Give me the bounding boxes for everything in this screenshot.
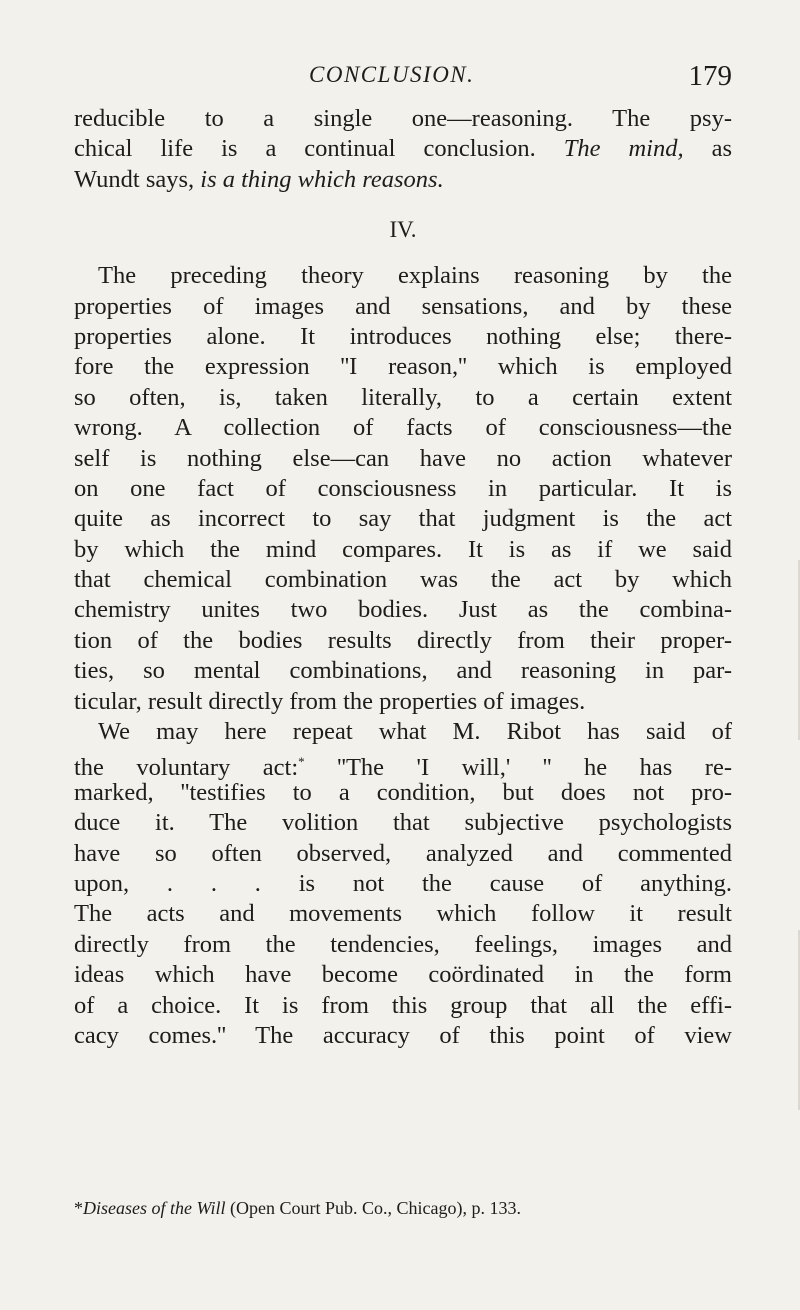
text-line: that chemical combination was the act by which bbox=[74, 566, 732, 594]
text-line: Wundt says, is a thing which reasons. bbox=[74, 165, 444, 193]
text-line: ties, so mental combinations, and reasoning in par- bbox=[74, 657, 732, 685]
text-line: ticular, result directly from the properties of images. bbox=[74, 687, 586, 715]
text-line: The acts and movements which follow it result bbox=[74, 900, 732, 928]
italic-phrase: is a thing which reasons. bbox=[200, 165, 444, 193]
text-line: on one fact of consciousness in particular. It is bbox=[74, 474, 732, 502]
text-line: chical life is a continual conclusion. The mind, as bbox=[74, 135, 733, 163]
text-line: We may here repeat what M. Ribot has said of bbox=[98, 718, 732, 746]
running-title: CONCLUSION. bbox=[309, 62, 475, 87]
text-line: have so often observed, analyzed and commented bbox=[74, 839, 732, 867]
text-line: directly from the tendencies, feelings, images and bbox=[74, 930, 732, 958]
text-line: of a choice. It is from this group that all the effi- bbox=[74, 991, 732, 1019]
text-line: properties alone. It introduces nothing else; there- bbox=[74, 322, 732, 350]
section-number: IV. bbox=[389, 217, 417, 243]
text-line: quite as incorrect to say that judgment is the act bbox=[74, 505, 732, 533]
text-line: properties of images and sensations, and by these bbox=[74, 292, 732, 320]
text-line: reducible to a single one—reasoning. The psy- bbox=[74, 105, 732, 132]
text-line: upon, . . . is not the cause of anything. bbox=[74, 869, 732, 897]
text-line: self is nothing else—can have no action whatever bbox=[74, 444, 732, 472]
footnote-marker: * bbox=[298, 754, 305, 770]
page-edge-mark bbox=[768, 930, 800, 1110]
text-line: ideas which have become coördinated in the form bbox=[74, 961, 732, 989]
text-line: chemistry unites two bodies. Just as the combina- bbox=[74, 596, 732, 624]
text-line: fore the expression ''I reason,'' which is employed bbox=[74, 353, 732, 381]
body-text bbox=[74, 104, 732, 1051]
text-line: marked, ''testifies to a condition, but does not pro- bbox=[74, 778, 732, 806]
footnote bbox=[74, 1198, 732, 1219]
text-line: wrong. A collection of facts of consciousness—the bbox=[74, 414, 732, 442]
text-line: cacy comes.'' The accuracy of this point of view bbox=[74, 1021, 732, 1049]
text-line: duce it. The volition that subjective psychologists bbox=[74, 809, 732, 837]
italic-phrase: The mind, bbox=[563, 135, 684, 163]
footnote-marker: * bbox=[74, 1198, 83, 1218]
text-line: by which the mind compares. It is as if we said bbox=[74, 535, 732, 563]
footnote-citation: (Open Court Pub. Co., Chicago), p. 133. bbox=[230, 1198, 521, 1218]
text-line: the voluntary act:* ''The 'I will,' '' he has re- bbox=[74, 754, 732, 782]
text-line: The preceding theory explains reasoning by the bbox=[98, 262, 732, 290]
text-line: tion of the bodies results directly from their proper- bbox=[74, 626, 732, 654]
page-number: 179 bbox=[688, 60, 732, 92]
page-edge-mark bbox=[768, 560, 800, 740]
text-line: so often, is, taken literally, to a certain extent bbox=[74, 383, 732, 411]
footnote-title: Diseases of the Will bbox=[83, 1198, 226, 1218]
running-head bbox=[74, 62, 732, 102]
